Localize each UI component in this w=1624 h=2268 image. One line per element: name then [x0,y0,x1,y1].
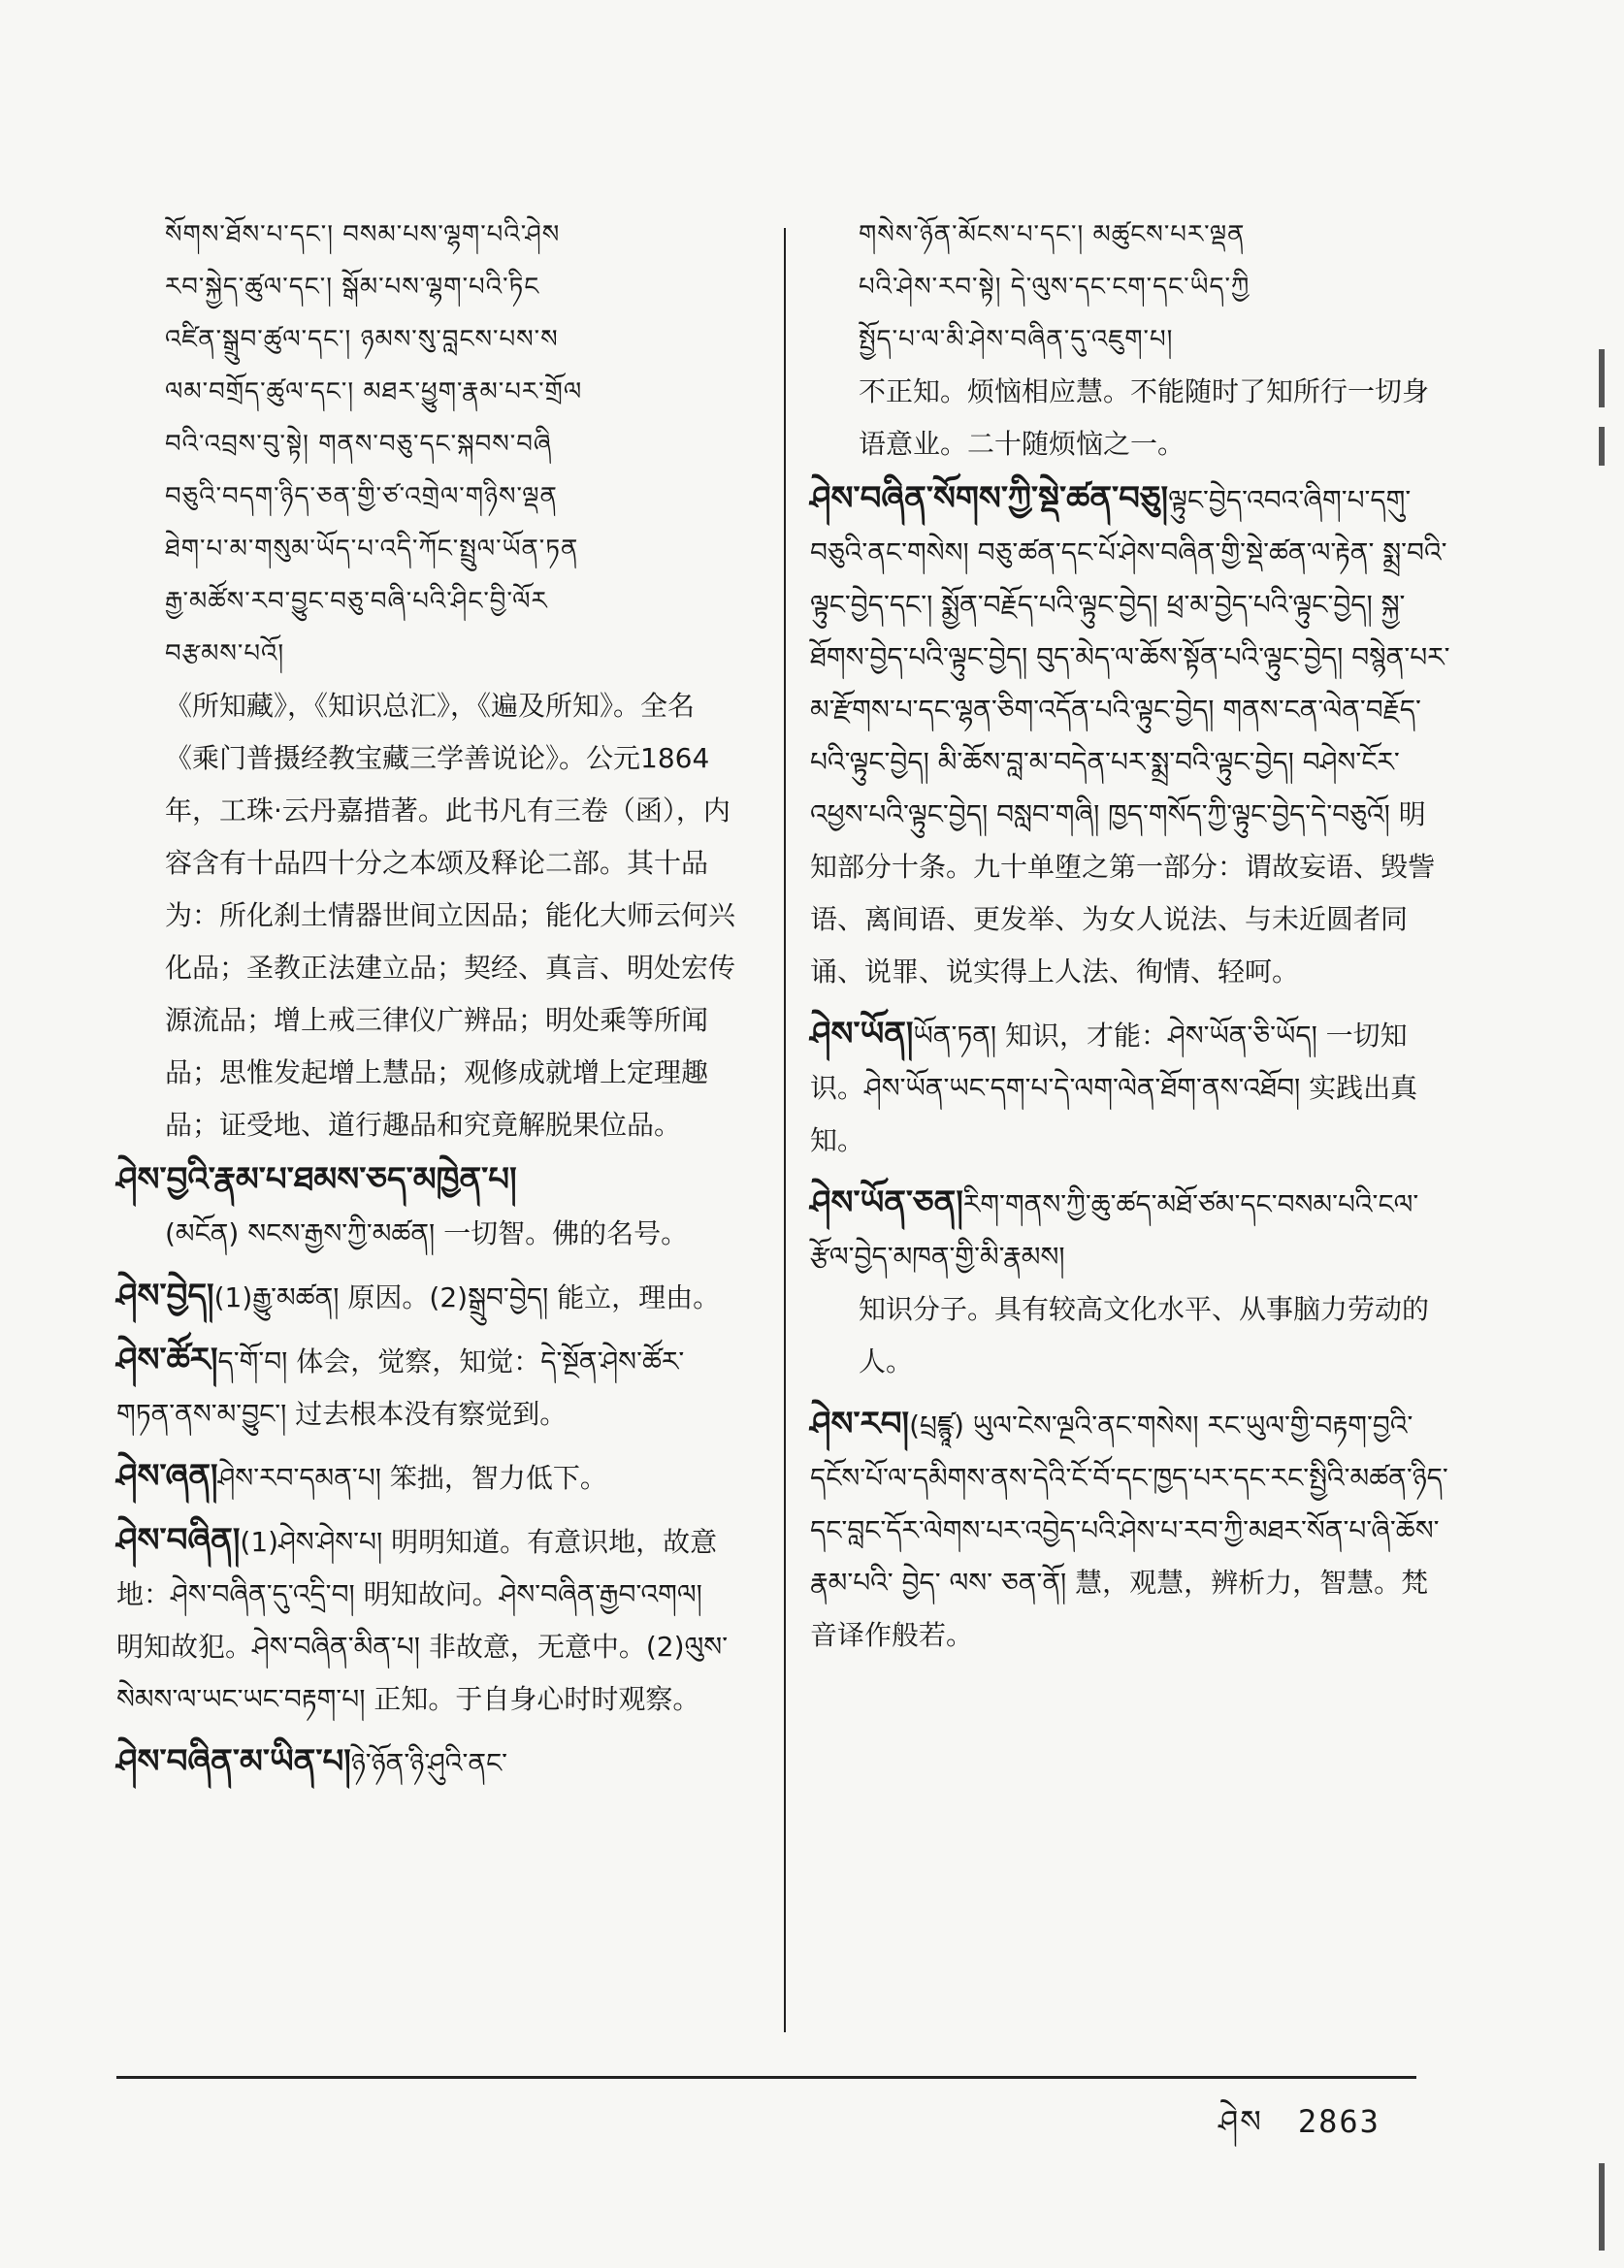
continuation-line: བའི་འབྲས་བུ་སྟེ། གནས་བཅུ་དང་སྐབས་བཞི [165,430,553,459]
entry-headword: ཤེས་བཞིན་མ་ཡིན་པ། [116,1742,351,1781]
page-number: 2863 [1297,2103,1380,2140]
dictionary-entry [810,1396,1450,1662]
entry-chinese-definition: 知识，才能：ཤེས་ཡོན་ཅི་ཡོད། 一切知识。ཤེས་ཡོན་ཡང་དག་པ་དེ་ལག་ལེན་ཐོག་ནས་འཐོབ། 实践出真知。 [810,1020,1418,1156]
continuation-line: གསེས་ཉོན་མོངས་པ་དང་། མཚུངས་པར་ལྡན [859,220,1246,249]
continuation-line: ལམ་བགྲོད་ཚུལ་དང་། མཐར་ཕྱུག་རྣམ་པར་གྲོལ [165,377,583,406]
continuation-line: ཐེག་པ་མ་གསུམ་ཡོད་པ་འདི་ཀོང་སྤྲུལ་ཡོན་ཏན [165,535,579,564]
entry-tibetan-gloss: ད་གོ་བ། [217,1345,288,1377]
scan-edge-mark [1599,427,1605,466]
entry-tibetan-gloss: ཡོན་ཏན། [913,1020,997,1052]
entry-chinese-definition: 一切智。佛的名号。 [443,1217,689,1249]
entry-headword: ཤེས་ཞན། [116,1457,218,1496]
dictionary-entry [810,1006,1450,1167]
footer-rule [116,2076,1416,2079]
right-column [810,209,1450,1669]
entry-tibetan-gloss: ཤེས་རབ་དམན་པ། [217,1462,381,1494]
entry-headword: ཤེས་ཡོན་ཅན། [810,1183,963,1222]
entry-headword: ཤེས་ཚོར། [116,1341,218,1379]
entry-tibetan-gloss: (1)ཤེས་ཤེས་པ། [240,1526,383,1558]
scan-edge-mark [1599,349,1605,407]
continuation-line: པའི་ཤེས་རབ་སྟེ། དེ་ལུས་དང་ངག་དང་ཡིད་ཀྱི [859,273,1250,302]
entry-headword: ཤེས་བཞིན། [116,1521,241,1560]
column-divider [784,228,786,2032]
entry-tibetan-gloss: (པྲཛྙཱ) ཡུལ་ངེས་ལྔའི་ནང་གསེས། རང་ཡུལ་གྱི་བརྟག་བྱའི་དངོས་པོ་ལ་དམིགས་ནས་དེའི་ངོ་བོ་དང་ཁྱད་པར་དང་རང་སྤྱིའི་མཚན་ཉིད་དང་བླང་དོར་ལེགས་པར་འབྱེད་པའི་ཤེས་པ་རབ་ཀྱི་མཐར་སོན་པ་ཞི་ཆོས་ རྣམ་པའི་ བྱེད་ ལས་ ཅན་ནོ། [810,1409,1448,1599]
entry-headword: ཤེས་བཞིན་སོགས་ཀྱི་སྡེ་ཚན་བཅུ། [810,479,1169,518]
continuation-line: འཛིན་སྒྲུབ་ཚུལ་དང་། ཉམས་སུ་བླངས་པས་ས [165,325,559,354]
entry-tibetan-gloss: (མངོན) སངས་རྒྱས་ཀྱི་མཚན། [165,1217,436,1249]
continuation-definition: 《所知藏》，《知识总汇》，《遍及所知》。全名《乘门普摄经教宝藏三学善说论》。公元1864年，工珠·云丹嘉措著。此书凡有三卷（函），内容含有十品四十分之本颂及释论二部。其十品为：所化刹土情器世间立因品；能化大师云何兴化品；圣教正法建立品；契经、真言、明处宏传源流品；增上戒三律仪广辨品；明处乘等所闻品；思惟发起增上慧品；观修成就增上定理趣品；证受地、道行趣品和究竟解脱果位品。 [165,690,736,1141]
entry-tibetan-gloss: (1)རྒྱུ་མཚན། [213,1281,348,1313]
left-column [116,209,737,1798]
entry-headword: ཤེས་བྱེད། [116,1277,214,1315]
entry-tibetan-gloss: ཉེ་ཉོན་ཉི་ཤུའི་ནང་ [350,1747,508,1779]
footer-headword: ཤེས [1218,2103,1263,2140]
dictionary-entry [116,1268,737,1324]
continuation-line: སྤྱོད་པ་ལ་མི་ཤེས་བཞིན་དུ་འཇུག་པ། [859,325,1174,354]
dictionary-entry [116,1151,737,1260]
dictionary-entry [116,1448,737,1505]
dictionary-entry [116,1332,737,1441]
continuation-definition: 不正知。烦恼相应慧。不能随时了知所行一切身语意业。二十随烦恼之一。 [859,375,1430,460]
continuation-line: རྒྱ་མཚོས་རབ་བྱུང་བཅུ་བཞི་པའི་ཤིང་བྱི་ལོར [165,587,548,616]
dictionary-entry [810,470,1450,998]
continuation-block [116,209,737,1151]
entry-tibetan-gloss: རིག་གནས་ཀྱི་ཆུ་ཚད་མཐོ་ཙམ་དང་བསམ་པའི་ངལ་རྩོལ་བྱེད་མཁན་གྱི་མི་རྣམས། [810,1188,1419,1273]
entry-chinese-definition: 原因。(2)སྒྲུབ་བྱེད། 能立，理由。 [347,1281,721,1313]
entry-chinese-definition: 明知部分十条。九十单堕之第一部分：谓故妄语、毁訾语、离间语、更发举、为女人说法、与未近圆者同诵、说罪、说实得上人法、徇情、轻呵。 [810,798,1436,988]
continuation-block [810,209,1450,470]
entry-headword: ཤེས་བྱའི་རྣམ་པ་ཐམས་ཅད་མཁྱེན་པ། [116,1160,517,1199]
continuation-line: རབ་སྐྱེད་ཚུལ་དང་། སྒོམ་པས་ལྷག་པའི་ཏིང [165,273,540,302]
entry-chinese-definition: 笨拙，智力低下。 [389,1462,607,1494]
entry-chinese-definition: 知识分子。具有较高文化水平、从事脑力劳动的人。 [859,1293,1430,1377]
entry-tibetan-gloss: ལྟུང་བྱེད་འབའ་ཞིག་པ་དགུ་བཅུའི་ནང་གསེས། བཅུ་ཚན་དང་པོ་ཤེས་བཞིན་གྱི་སྡེ་ཚན་ལ་རྟེན་ སྨྲ་བའི་ལྟུང་བྱེད་དང་། སྨྱོན་བརྗོད་པའི་ལྟུང་བྱེད། ཕྲ་མ་བྱེད་པའི་ལྟུང་བྱེད། སྐྱ་ཐོགས་བྱེད་པའི་ལྟུང་བྱེད། བུད་མེད་ལ་ཆོས་སྟོན་པའི་ལྟུང་བྱེད། བསྙེན་པར་མ་རྫོགས་པ་དང་ལྷན་ཅིག་འདོན་པའི་ལྟུང་བྱེད། གནས་ངན་ལེན་བརྗོད་པའི་ལྟུང་བྱེད། མི་ཆོས་བླ་མ་བདེན་པར་སྨྲ་བའི་ལྟུང་བྱེད། བཤེས་ངོར་འཕྱས་པའི་ལྟུང་བྱེད། བསླབ་གཞི། ཁྱད་གསོད་ཀྱི་ལྟུང་བྱེད་དེ་བཅུའོ། [810,484,1450,830]
dictionary-entry [116,1733,737,1790]
dictionary-entry [116,1512,737,1726]
continuation-line: བརྩམས་པའོ། [165,639,285,668]
entry-headword: ཤེས་ཡོན། [810,1015,914,1053]
continuation-line: སོགས་ཐོས་པ་དང་། བསམ་པས་ལྷག་པའི་ཤེས [165,220,561,249]
page-footer [1184,2088,1380,2175]
continuation-line: བཅུའི་བདག་ཉིད་ཅན་གྱི་ཙ་འགྲེལ་གཉིས་ལྡན [165,482,558,511]
entry-headword: ཤེས་རབ། [810,1405,910,1443]
entry-chinese-definition: 体会，觉察，知觉：དེ་སྔོན་ཤེས་ཚོར་གཏན་ནས་མ་བྱུང་། 过去根本没有察觉到。 [116,1345,685,1430]
entry-chinese-definition: 慧，观慧，辨析力，智慧。梵音译作般若。 [810,1567,1429,1651]
dictionary-entry [810,1175,1450,1388]
entry-chinese-definition: 明明知道。有意识地，故意地：ཤེས་བཞིན་དུ་འདྲི་བ། 明知故问。ཤེས་བཞིན་རྒྱབ་འགལ། 明知故犯。ཤེས་བཞིན་མིན་པ། 非故意，无意中。(2)ལུས་སེམས་ལ་ཡང་ཡང་བརྟག་པ། 正知。于自身心时时观察。 [116,1526,729,1715]
scan-edge-mark [1599,2163,1605,2251]
